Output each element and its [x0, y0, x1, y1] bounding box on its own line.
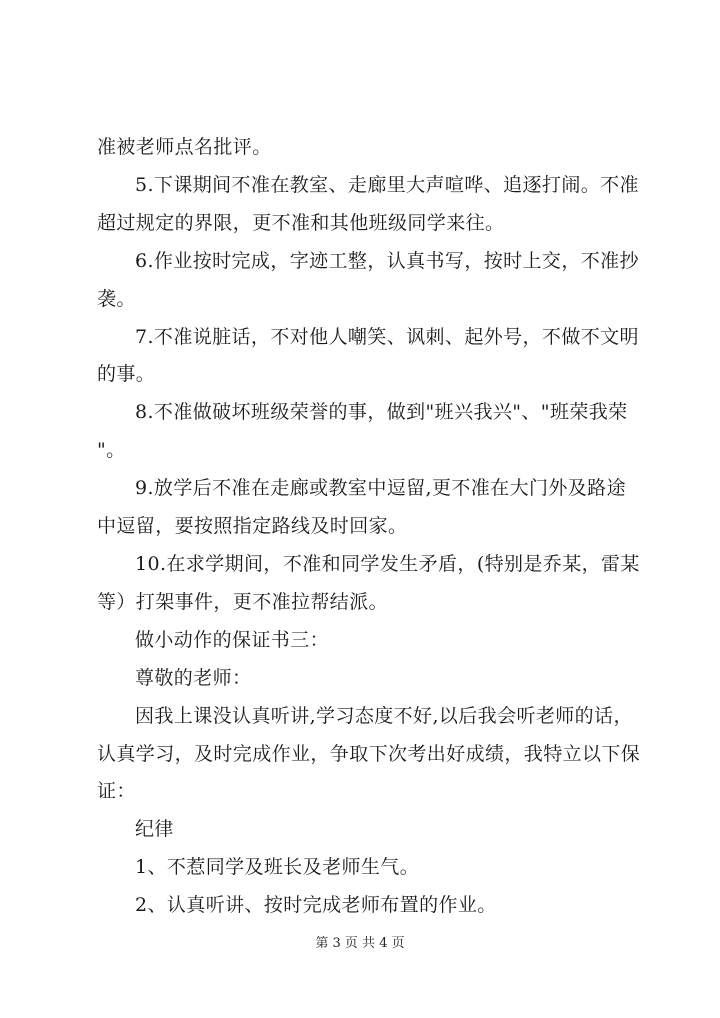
subheading: 纪律 [135, 818, 174, 841]
list-item: 2、认真听讲、按时完成老师布置的作业。 [135, 894, 497, 917]
text-line: "。 [97, 439, 126, 462]
page-number-label: 第 3 页 共 4 页 [315, 936, 405, 951]
text-line: 的事。 [97, 363, 156, 386]
text-line: 中逗留，要按照指定路线及时回家。 [97, 515, 408, 538]
text-line: 9.放学后不准在走廊或教室中逗留,更不准在大门外及路途 [135, 477, 626, 500]
text-line: 5.下课期间不准在教室、走廊里大声喧哗、追逐打闹。不准 [135, 173, 639, 196]
section-heading: 做小动作的保证书三： [135, 628, 330, 651]
salutation: 尊敬的老师： [135, 666, 252, 689]
text-line: 超过规定的界限，更不准和其他班级同学来往。 [97, 211, 505, 234]
document-body [97, 129, 662, 925]
text-line: 7.不准说脏话，不对他人嘲笑、讽刺、起外号，不做不文明 [135, 325, 639, 348]
list-item: 1、不惹同学及班长及老师生气。 [135, 856, 420, 879]
text-line: 因我上课没认真听讲,学习态度不好,以后我会听老师的话， [135, 704, 633, 727]
text-line: 准被老师点名批评。 [97, 136, 272, 158]
text-line: 证： [97, 780, 136, 803]
text-line: 8.不准做破坏班级荣誉的事，做到"班兴我兴"、"班荣我荣 [135, 401, 628, 424]
text-line: 10.在求学期间，不准和同学发生矛盾，(特别是乔某，雷某 [135, 552, 640, 575]
text-line: 袭。 [97, 287, 136, 310]
text-line: 认真学习，及时完成作业，争取下次考出好成绩，我特立以下保 [97, 742, 641, 765]
text-line: 6.作业按时完成，字迹工整，认真书写，按时上交，不准抄 [135, 249, 639, 272]
page-footer [0, 934, 720, 954]
text-line: 等）打架事件，更不准拉帮结派。 [97, 590, 389, 613]
